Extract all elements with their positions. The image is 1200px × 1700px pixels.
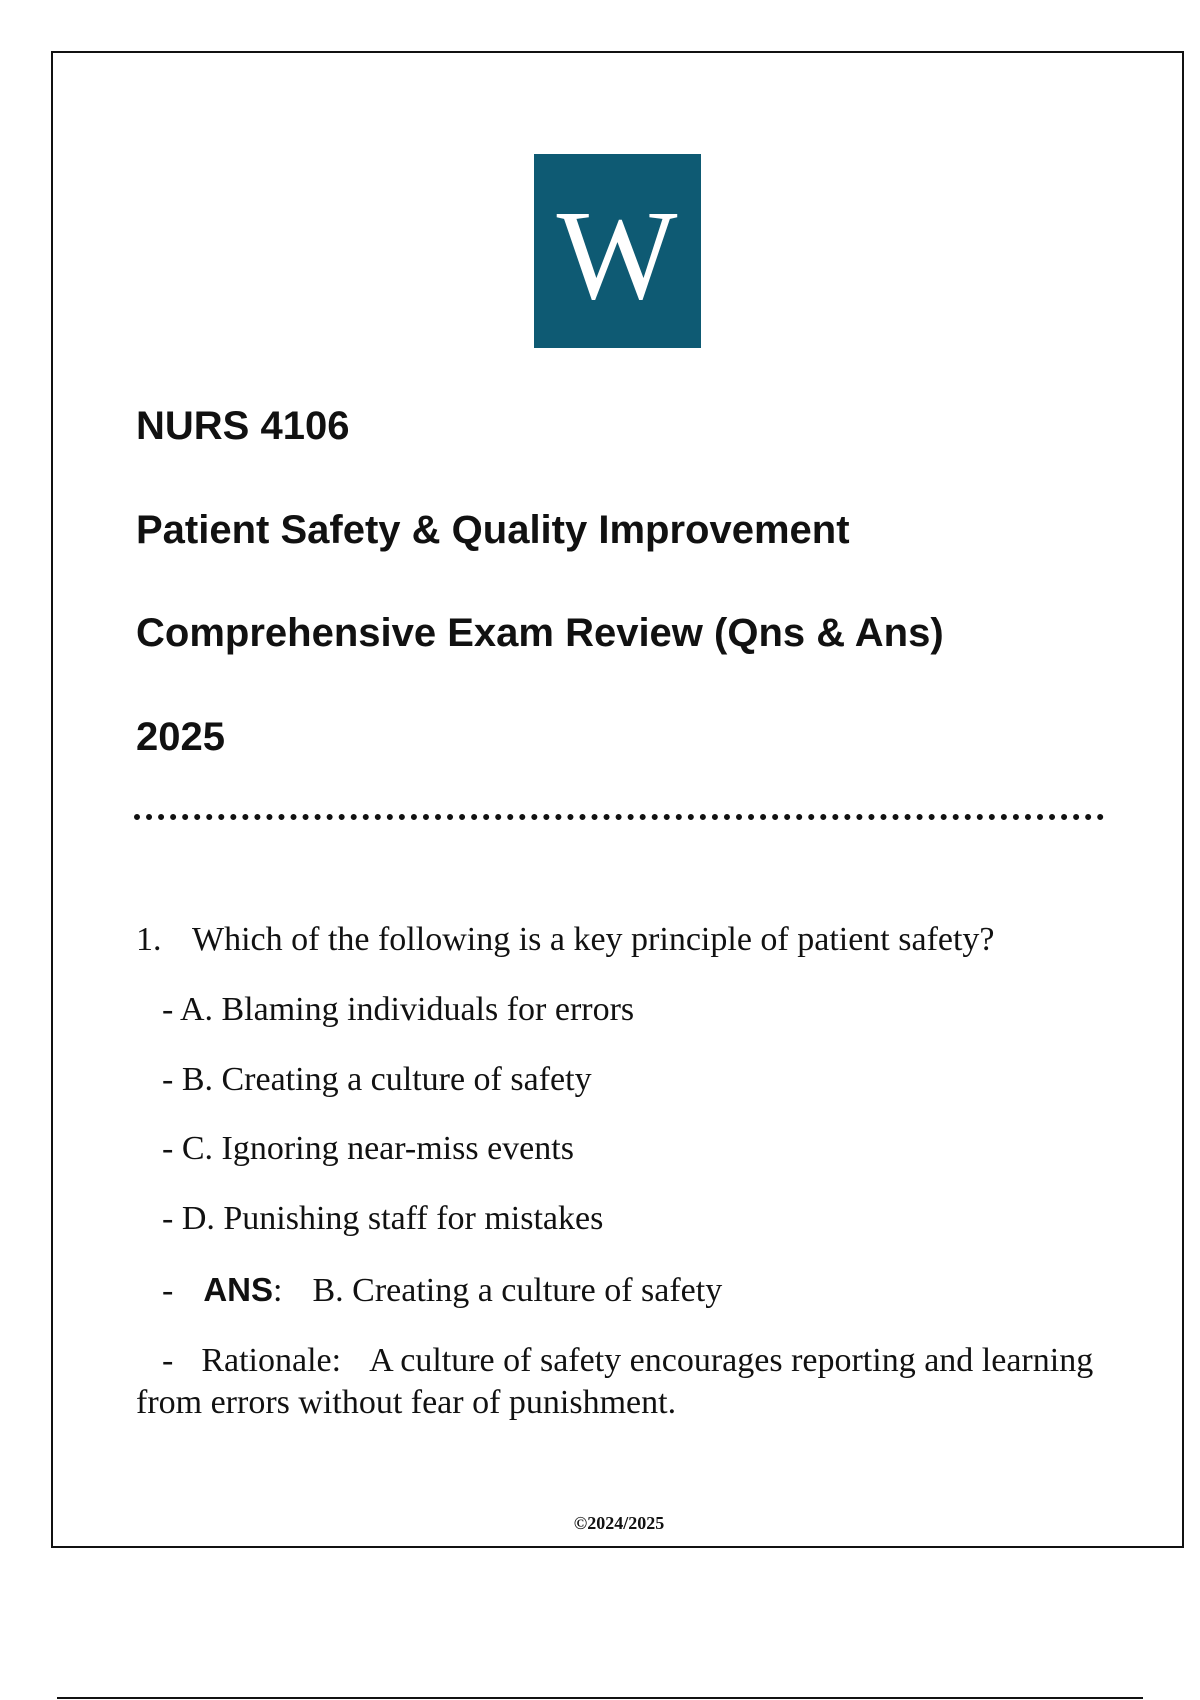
answer-label: ANS xyxy=(203,1271,274,1308)
rationale-block xyxy=(136,1340,1096,1424)
w-logo-graphic xyxy=(534,154,701,348)
rationale-label: Rationale: xyxy=(201,1342,342,1379)
answer-text: B. Creating a culture of safety xyxy=(312,1272,723,1309)
rationale-dash: - xyxy=(162,1342,174,1379)
w-logo-letter: W xyxy=(556,184,678,326)
w-logo xyxy=(534,154,701,348)
option-b: - B. Creating a culture of safety xyxy=(162,1061,592,1098)
rationale-text: A culture of safety encourages reporting and learning from errors without fear of punishment. xyxy=(136,1342,1094,1421)
question-number: 1. xyxy=(136,921,162,958)
answer-dash: - xyxy=(162,1272,174,1309)
copyright-footer: ©2024/2025 xyxy=(573,1513,665,1533)
document-year: 2025 xyxy=(136,715,225,759)
option-d: - D. Punishing staff for mistakes xyxy=(162,1200,604,1237)
question-text: Which of the following is a key principle of patient safety? xyxy=(192,921,995,958)
document-title: Comprehensive Exam Review (Qns & Ans) xyxy=(136,611,944,655)
option-a: - A. Blaming individuals for errors xyxy=(162,991,635,1028)
answer-colon: : xyxy=(273,1272,283,1309)
bottom-rule xyxy=(57,1697,1143,1699)
dotted-divider xyxy=(134,814,1104,820)
course-title: Patient Safety & Quality Improvement xyxy=(136,508,850,552)
course-code: NURS 4106 xyxy=(136,404,350,448)
option-c: - C. Ignoring near-miss events xyxy=(162,1130,574,1167)
answer-line xyxy=(162,1270,722,1311)
